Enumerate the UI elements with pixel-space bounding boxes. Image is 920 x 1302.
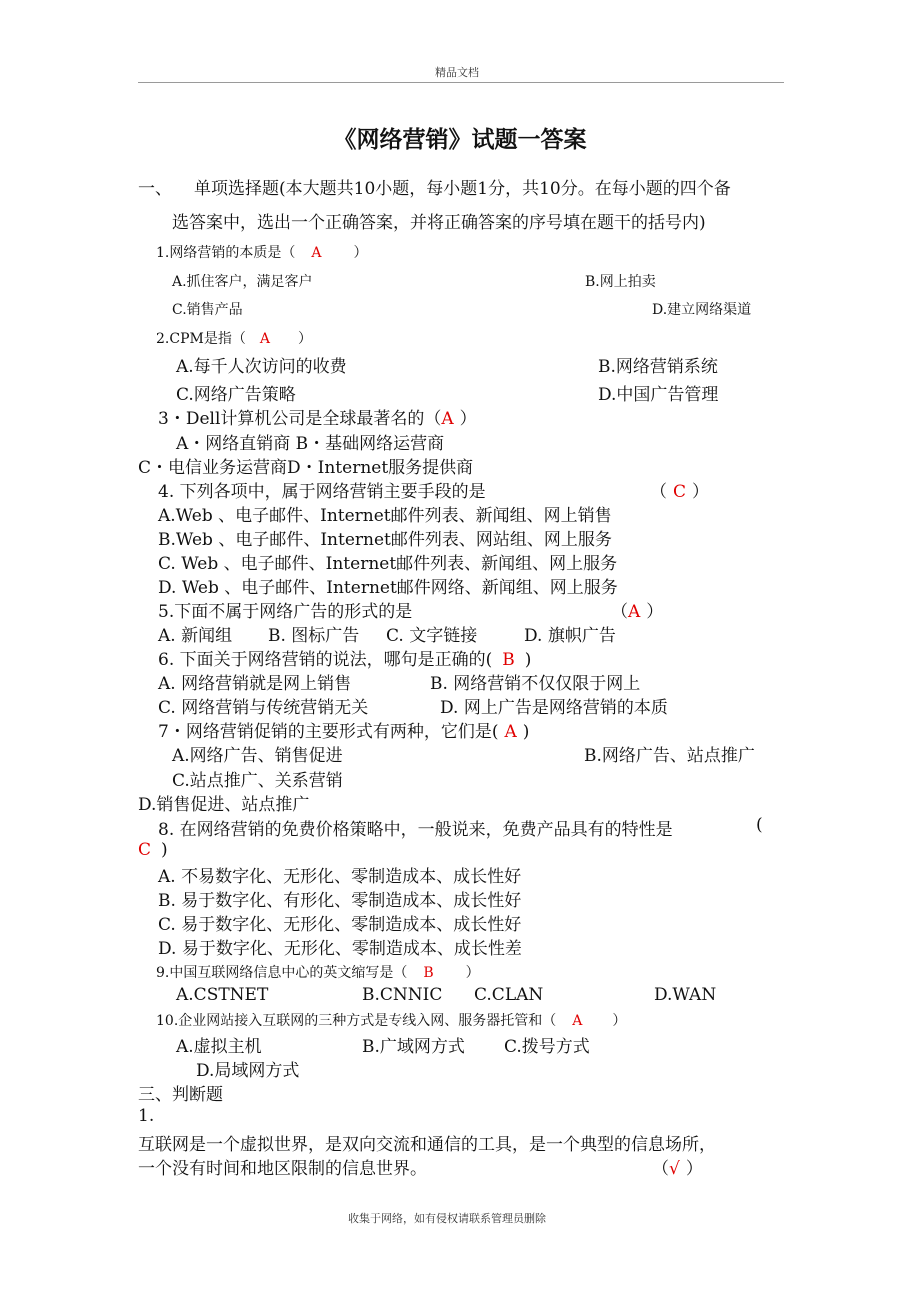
q4-option-a: A.Web 、电子邮件、Internet邮件列表、新闻组、网上销售 <box>158 506 612 526</box>
q10-option-d: D.局域网方式 <box>196 1061 300 1081</box>
q6-option-d: D. 网上广告是网络营销的本质 <box>440 698 668 718</box>
q5-answer-box <box>611 597 663 622</box>
q1-stem: 1.网络营销的本质是（ <box>156 245 296 261</box>
q9-answer: B <box>423 965 434 981</box>
q1-close: ） <box>353 245 368 261</box>
q7-close: ) <box>522 722 530 742</box>
q5-option-a: A. 新闻组 <box>158 626 233 646</box>
q6-option-b: B. 网络营销不仅仅限于网上 <box>430 674 641 694</box>
q8-option-a: A. 不易数字化、无形化、零制造成本、成长性好 <box>158 867 522 887</box>
q9-option-d: D.WAN <box>654 985 717 1005</box>
q6-option-c: C. 网络营销与传统营销无关 <box>158 698 369 718</box>
q3-options-ab: A・网络直销商 B・基础网络运营商 <box>176 434 445 454</box>
q3-close: ） <box>459 409 477 429</box>
q5-answer: A <box>628 602 641 622</box>
q9-stem: 9.中国互联网络信息中心的英文缩写是（ <box>156 965 408 981</box>
q9-option-b: B.CNNIC <box>362 985 443 1005</box>
q9-option-c: C.CLAN <box>474 985 544 1005</box>
q5-option-c: C. 文字链接 <box>386 626 478 646</box>
section3-item-number: 1. <box>138 1106 155 1126</box>
q1-option-b: B.网上拍卖 <box>585 274 656 290</box>
q7-stem: 7・网络营销促销的主要形式有两种，它们是( <box>158 722 499 742</box>
q2-option-a: A.每千人次访问的收费 <box>176 357 347 377</box>
q5-option-b: B. 图标广告 <box>268 626 360 646</box>
q8-open: ( <box>756 815 763 835</box>
q6-stem: 6. 下面关于网络营销的说法，哪句是正确的( <box>158 650 493 670</box>
q10-option-a: A.虚拟主机 <box>176 1037 262 1057</box>
q7-option-c: C.站点推广、关系营销 <box>172 771 343 791</box>
q7-option-a: A.网络广告、销售促进 <box>172 746 343 766</box>
section3-answer: √ <box>669 1159 680 1179</box>
q10-answer: A <box>572 1013 583 1029</box>
q2-stem-line <box>156 328 312 348</box>
q6-option-a: A. 网络营销就是网上销售 <box>158 674 352 694</box>
q2-stem: 2.CPM是指（ <box>156 331 246 347</box>
q1-stem-line <box>156 242 367 262</box>
q1-option-a: A.抓住客户，满足客户 <box>172 274 313 290</box>
q3-options-cd: C・电信业务运营商D・Internet服务提供商 <box>138 458 474 478</box>
q10-stem: 10.企业网站接入互联网的三种方式是专线入网、服务器托管和（ <box>156 1013 557 1029</box>
header-label: 精品文档 <box>435 66 479 79</box>
section3-item-line2: 一个没有时间和地区限制的信息世界。 <box>138 1159 427 1179</box>
section1-heading: 单项选择题(本大题共10小题，每小题1分，共10分。在每小题的四个备 <box>194 179 731 199</box>
q2-option-d: D.中国广告管理 <box>598 385 719 405</box>
q4-option-c: C. Web 、电子邮件、Internet邮件列表、新闻组、网上服务 <box>158 554 618 574</box>
q4-option-d: D. Web 、电子邮件、Internet邮件网络、新闻组、网上服务 <box>158 578 618 598</box>
q9-stem-line <box>156 962 480 982</box>
section3-answer-box <box>652 1154 703 1179</box>
q2-option-c: C.网络广告策略 <box>176 385 296 405</box>
q4-open: （ <box>650 482 667 502</box>
q5-option-d: D. 旗帜广告 <box>524 626 616 646</box>
footer-label: 收集于网络，如有侵权请联系管理员删除 <box>348 1212 546 1225</box>
q3-answer: A <box>441 409 454 429</box>
q8-option-b: B. 易于数字化、有形化、零制造成本、成长性好 <box>158 891 522 911</box>
q4-option-b: B.Web 、电子邮件、Internet邮件列表、网站组、网上服务 <box>158 530 612 550</box>
q9-option-a: A.CSTNET <box>176 985 269 1005</box>
q1-option-d: D.建立网络渠道 <box>652 302 752 318</box>
q6-answer: B <box>502 650 515 670</box>
q8-option-d: D. 易于数字化、无形化、零制造成本、成长性差 <box>158 939 522 959</box>
q3-stem: 3・Dell计算机公司是全球最著名的（ <box>158 409 442 429</box>
q7-option-b: B.网络广告、站点推广 <box>584 746 755 766</box>
q5-stem: 5.下面不属于网络广告的形式的是 <box>158 602 413 622</box>
section3-heading: 三、判断题 <box>138 1085 223 1105</box>
q1-answer: A <box>311 245 322 261</box>
q7-option-d: D.销售促进、站点推广 <box>138 795 310 815</box>
q8-stem: 8. 在网络营销的免费价格策略中，一般说来，免费产品具有的特性是 <box>158 820 673 840</box>
section3-item-line1: 互联网是一个虚拟世界，是双向交流和通信的工具，是一个典型的信息场所， <box>138 1135 716 1155</box>
q1-option-c: C.销售产品 <box>172 302 243 318</box>
q2-close: ） <box>297 331 312 347</box>
q3-stem-line <box>158 404 477 429</box>
q7-stem-line <box>158 717 529 742</box>
q2-answer: A <box>259 331 270 347</box>
q7-answer: A <box>504 722 517 742</box>
q5-close: ） <box>646 602 664 622</box>
q10-option-c: C.拨号方式 <box>504 1037 590 1057</box>
q10-stem-line <box>156 1010 626 1030</box>
q2-option-b: B.网络营销系统 <box>598 357 718 377</box>
section1-number: 一、 <box>138 179 172 199</box>
header-rule <box>138 82 784 83</box>
q4-answer: C <box>673 482 687 502</box>
q4-close: ） <box>692 482 710 502</box>
q10-close: ） <box>612 1013 627 1029</box>
section3-open: （ <box>652 1159 669 1179</box>
q8-answer: C <box>138 840 152 860</box>
q9-close: ） <box>465 965 480 981</box>
doc-title: 《网络营销》试题一答案 <box>333 126 587 153</box>
q8-close: ) <box>161 840 168 860</box>
q4-stem: 4. 下列各项中，属于网络营销主要手段的是 <box>158 482 486 502</box>
q5-open: （ <box>611 602 628 622</box>
q8-option-c: C. 易于数字化、无形化、零制造成本、成长性好 <box>158 915 522 935</box>
section3-close: ） <box>685 1159 703 1179</box>
q6-stem-line <box>158 645 531 670</box>
q10-option-b: B.广域网方式 <box>362 1037 465 1057</box>
q8-answer-line <box>138 840 168 860</box>
section1-heading-cont: 选答案中，选出一个正确答案，并将正确答案的序号填在题干的括号内) <box>172 213 706 233</box>
q4-answer-box <box>650 477 709 502</box>
q6-close: ) <box>524 650 532 670</box>
